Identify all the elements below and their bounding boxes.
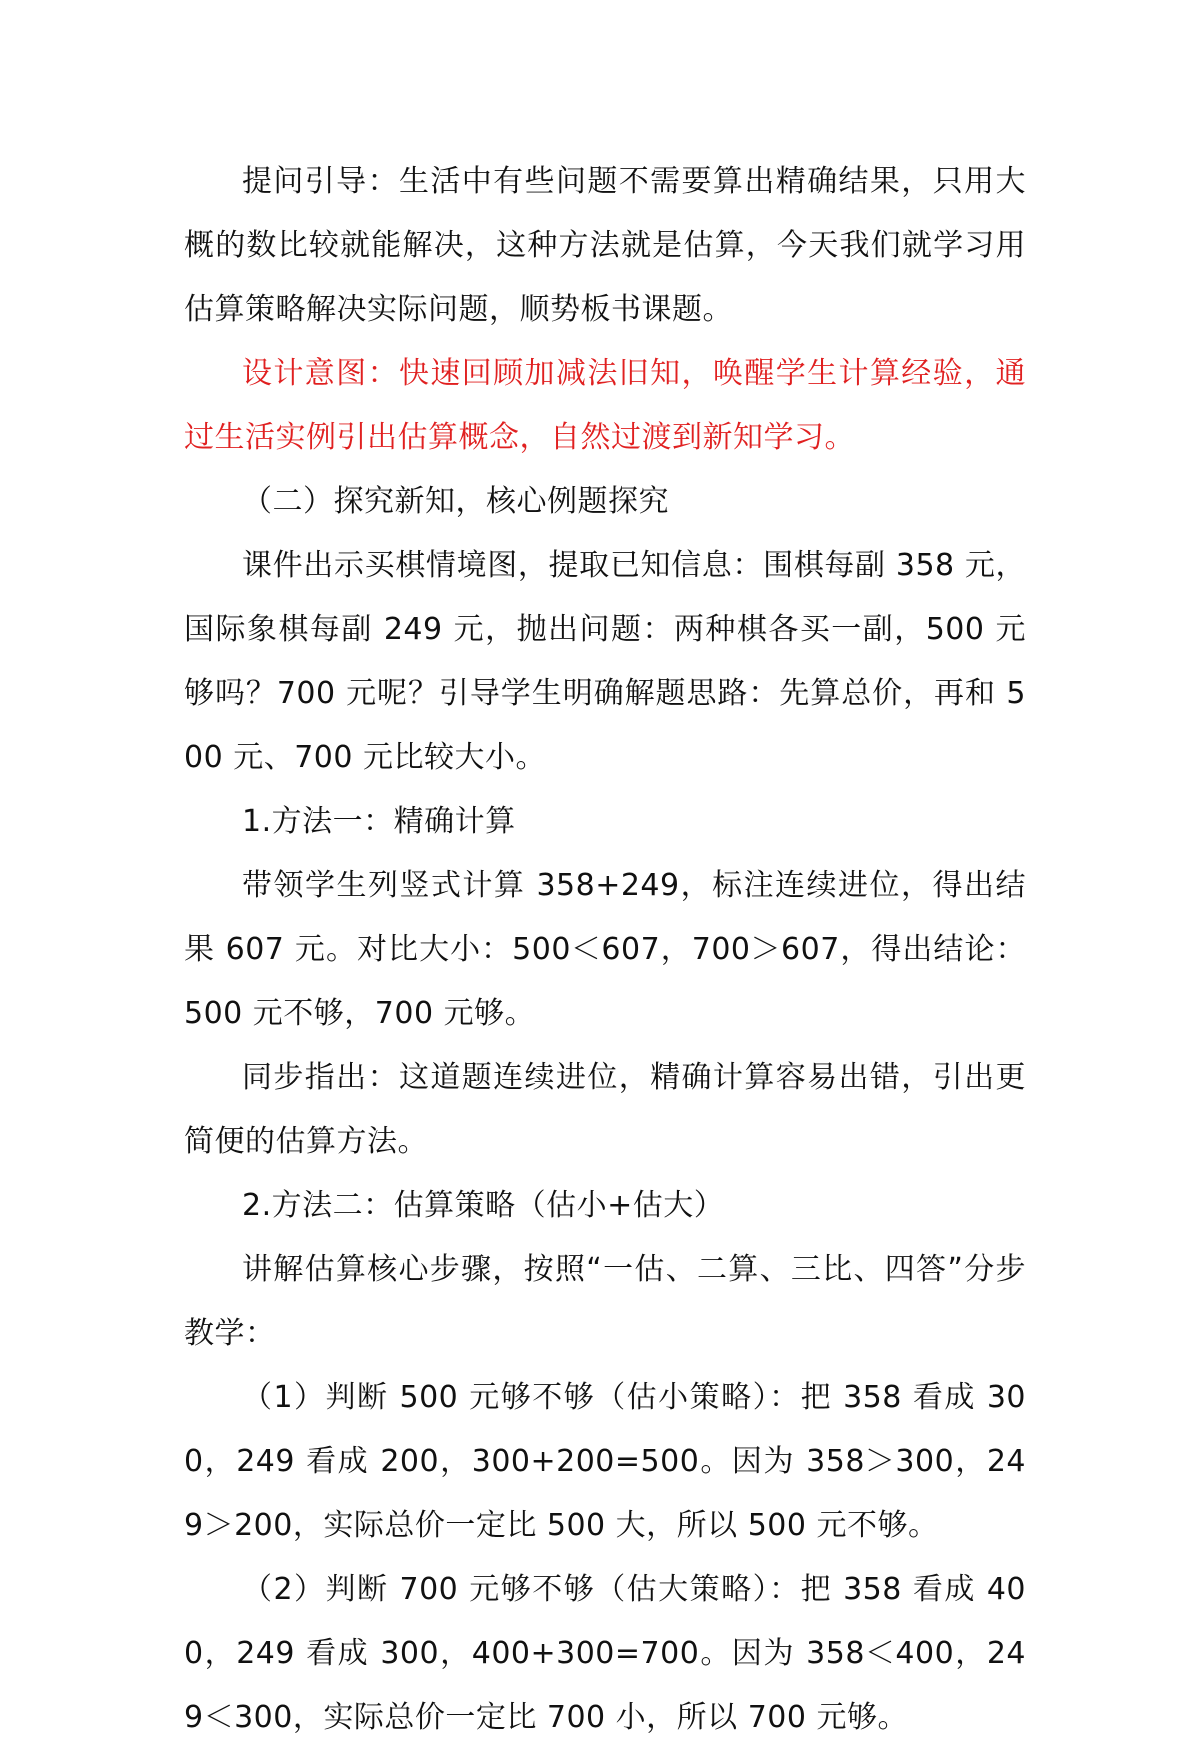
paragraph-point-out: 同步指出：这道题连续进位，精确计算容易出错，引出更简便的估算方法。	[184, 1060, 1026, 1159]
paragraph-estimate-high: （2）判断 700 元够不够（估大策略）：把 358 看成 400，249 看成 300，400+300=700。因为 358＜400，249＜300，实际总价一定比 700 小，所以 700 元够。	[184, 1572, 1026, 1735]
paragraph-exact-calculation: 带领学生列竖式计算 358+249，标注连续进位，得出结果 607 元。对比大小：500＜607，700＞607，得出结论：500 元不够，700 元够。	[184, 868, 1026, 1031]
paragraph-estimate-low: （1）判断 500 元够不够（估小策略）：把 358 看成 300，249 看成 200，300+200=500。因为 358＞300，249＞200，实际总价一定比 500 大，所以 500 元不够。	[184, 1380, 1026, 1543]
document-body	[184, 150, 1026, 1750]
paragraph-design-intent: 设计意图：快速回顾加减法旧知，唤醒学生计算经验，通过生活实例引出估算概念，自然过渡到新知学习。	[184, 356, 1026, 455]
paragraph-chess-scenario: 课件出示买棋情境图，提取已知信息：围棋每副 358 元，国际象棋每副 249 元，抛出问题：两种棋各买一副，500 元够吗？700 元呢？引导学生明确解题思路：先算总价，再和 500 元、700 元比较大小。	[184, 548, 1026, 775]
paragraph-guiding-question: 提问引导：生活中有些问题不需要算出精确结果，只用大概的数比较就能解决，这种方法就是估算，今天我们就学习用估算策略解决实际问题，顺势板书课题。	[184, 164, 1026, 327]
heading-method-two: 2.方法二：估算策略（估小+估大）	[242, 1188, 725, 1223]
section-heading-explore: （二）探究新知，核心例题探究	[242, 484, 669, 519]
heading-method-one: 1.方法一：精确计算	[242, 804, 516, 839]
paragraph-estimation-steps: 讲解估算核心步骤，按照“一估、二算、三比、四答”分步教学：	[184, 1252, 1026, 1351]
